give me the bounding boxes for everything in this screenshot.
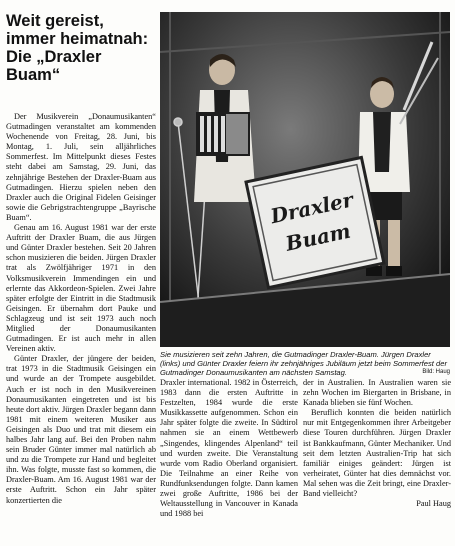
photo-caption [160, 350, 450, 378]
headline-line-2: immer heimatnah: [6, 30, 149, 48]
article-paragraph-4: Draxler international. 1982 in Österreich, 1983 dann die ersten Auftritte in Festzelten, 1984 wurde die erste Musikkassette aufgenommen. Schon ein Jahr später folgte die zweite. In Südtirol nahmen sie an einem Wettbewerb „Singendes, klingendes Alpenland“ teil und wurden zweite. Die Veranstaltung wurde vom Radio Oberland organisiert. Die Teilnahme an einer Reihe von Rundfunksendungen folgte. Dann kamen zwei große Auftritte, 1986 bei der Weltausstellung in Vancouver in Kanada und 1988 bei [160, 378, 298, 519]
article-paragraph-6: Beruflich konnten die beiden natürlich nur mit Entgegenkommen ihrer Arbeitgeber diese Touren durchführen. Jürgen Draxler ist Bankkaufmann, Günter Mechaniker. Und seit dem letzten Australien-Trip hat sich familiär einiges geändert: Jürgen ist verheiratet, Günter hat dies demnächst vor. Mal sehen was die Zeit bringt, eine Draxler-Band vielleicht? [303, 408, 451, 499]
article-headline [6, 12, 156, 84]
article-column-left [6, 112, 156, 538]
draxler-buam-banner [246, 157, 384, 287]
article-column-right [303, 378, 451, 538]
article-paragraph-3: Günter Draxler, der jüngere der beiden, trat 1973 in die Stadtmusik Geisingen ein und wurde an der Trompete ausgebildet. Auch er ist noch in den Musikvereinen Donaumusikanten eingetreten und ist bis heute dort aktiv. Jürgen Draxler begann dann 1981 mit einem weiteren Musiker aus Geisingen als Duo und trat mit diesem ein halbes Jahr lang auf. Bei den Proben nahm sein Bruder Günter immer mal natürlich ab und zu die Trompete zur Hand und begleitet ihn. Was folgte, musste fast so kommen, die Draxler-Buam. Am 16. August 1981 war der erste Auftritt. Schon ein Jahr später konzertierten die [6, 354, 156, 505]
article-column-middle [160, 378, 298, 538]
article-paragraph-1: Der Musikverein „Donaumusikanten“ Gutmadingen veranstaltet am kommenden Wochenende von Freitag, 28. Juni, bis Montag, 1. Juli, sein alljährliches Sommerfest. Im Mittelpunkt dieses Festes steht dabei am Samstag, 29. Juni, das zehnjährige Bestehen der Draxler-Buam aus Gutmadingen. Hierzu spielen neben den Draxler auch die Original Fidelen Geisinger sowie die Gebrigstrachtengruppe „Bayrische Buam“. [6, 112, 156, 222]
article-photo [160, 12, 450, 347]
article-paragraph-2: Genau am 16. August 1981 war der erste Auftritt der Draxler Buam, die aus Jürgen und Günter Draxler bestehen. Seit 20 Jahren schon musizieren die beiden. Jürgen Draxler trat als Zwölfjähriger 1971 in den Volksmusikverein Immendingen ein und erlernte das Akkordeon-Spielen. Zwei Jahre später erfolgte der Eintritt in die Stadtmusik Geisingen. Er übernahm dort Pauke und Schlagzeug und ist seit 1973 auch noch Mitglied der Donaumusikanten Gutmadingen. Er ist auch mehr in allen Vereinen aktiv. [6, 223, 156, 354]
photo-credit: Bild: Haug [422, 369, 450, 376]
photo-caption-text: Sie musizieren seit zehn Jahren, die Gutmadinger Draxler-Buam. Jürgen Draxler (links) und Günter Draxler feiern ihr zehnjähriges Jubiläum jetzt beim Sommerfest der Gutmadinger Donaumusikanten am nächsten Samstag. [160, 350, 447, 378]
svg-text:Draxler: Draxler [268, 187, 356, 229]
article-paragraph-5: der in Australien. In Australien waren sie zehn Wochen im Biergarten in Brisbane, in Kanada blieben sie fünf Wochen. [303, 378, 451, 408]
headline-line-3: Die „Draxler Buam“ [6, 48, 102, 84]
author-signature: Paul Haug [416, 499, 451, 509]
headline-line-1: Weit gereist, [6, 12, 104, 30]
musicians-photo-illustration [160, 12, 450, 347]
svg-text:Buam: Buam [283, 218, 353, 256]
